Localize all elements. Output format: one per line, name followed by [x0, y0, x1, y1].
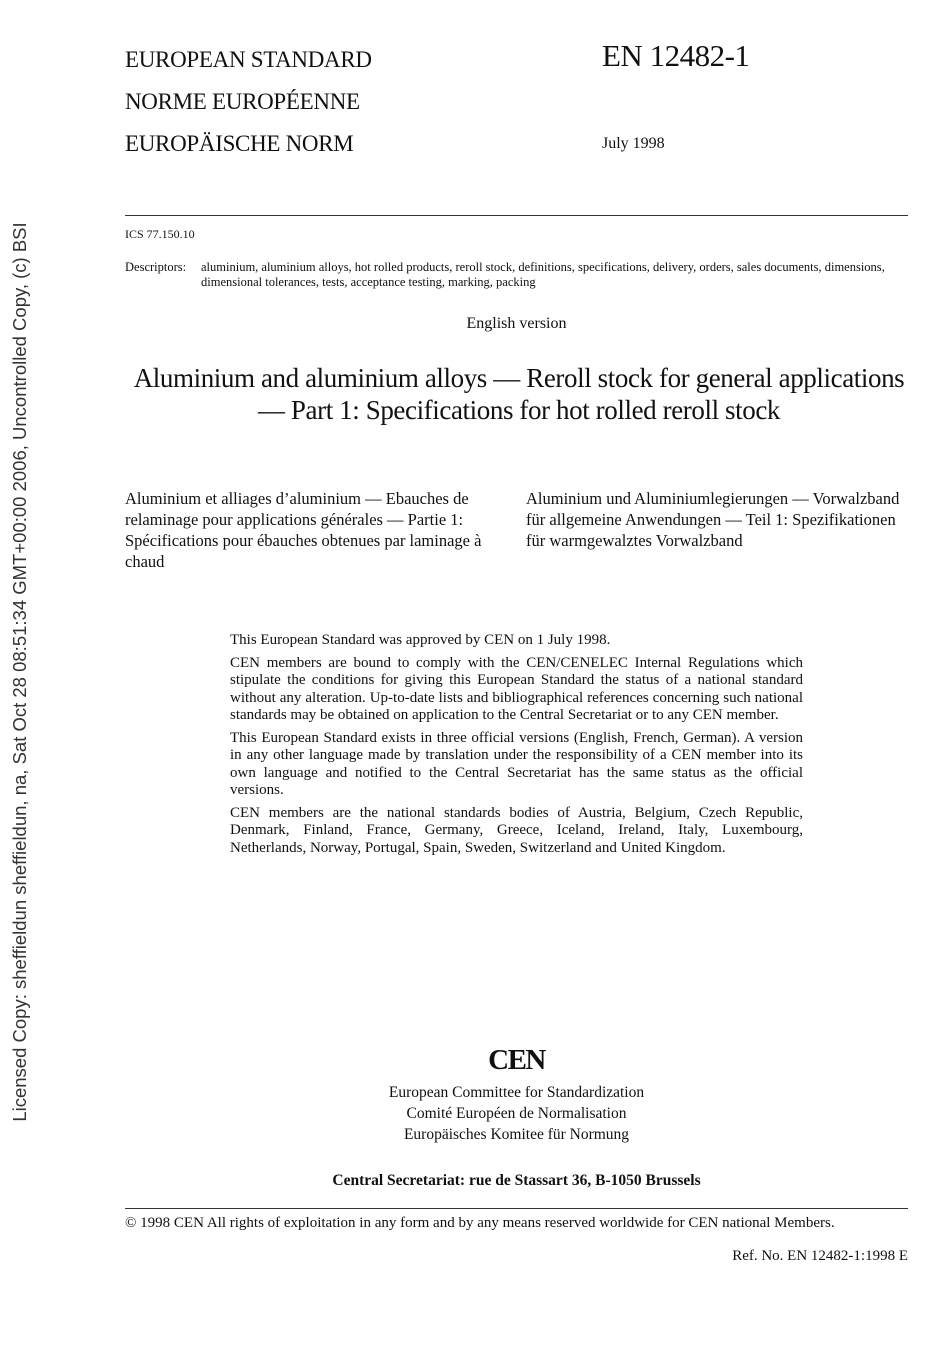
bottom-divider: [125, 1208, 908, 1209]
title-german: Aluminium und Aluminiumlegierungen — Vorwalzband für allgemeine Anwendungen — Teil 1: Spezifikationen für warmgewalztes Vorwalzband: [526, 489, 900, 550]
approval-notice: [230, 632, 803, 862]
versions-paragraph: This European Standard exists in three official versions (English, French, German). A version in any other language made by translation under the responsibility of a CEN member into its own language and notified to the Central Secretariat has the same status as the official versions.: [230, 729, 803, 798]
descriptors-label: Descriptors:: [125, 260, 187, 274]
title-french: Aluminium et alliages d’aluminium — Ebauches de relaminage pour applications générales — Partie 1: Spécifications pour ébauches obtenues par laminage à chaud: [125, 489, 482, 571]
top-divider: [125, 215, 908, 216]
standard-label-english: EUROPEAN STANDARD: [125, 47, 372, 72]
license-watermark: Licensed Copy: sheffieldun sheffieldun, na, Sat Oct 28 08:51:34 GMT+00:00 2006, Uncontrolled Copy, (c) BSI: [8, 222, 30, 1122]
descriptors-text: aluminium, aluminium alloys, hot rolled products, reroll stock, definitions, specifications, delivery, orders, sales documents, dimensions, dimensional tolerances, tests, acceptance testing, marking, packing: [201, 260, 885, 289]
committee-name-english: European Committee for Standardization: [388, 1084, 645, 1101]
cen-logo: CEN: [488, 1044, 545, 1076]
approval-paragraph: This European Standard was approved by CEN on 1 July 1998.: [230, 632, 611, 648]
reference-number: Ref. No. EN 12482-1:1998 E: [732, 1248, 908, 1264]
language-version: English version: [466, 315, 567, 332]
compliance-paragraph: CEN members are bound to comply with the CEN/CENELEC Internal Regulations which stipulate the conditions for giving this European Standard the status of a national standard without any alteration. Up-to-date lists and bibliographical references concerning such national standards may be obtained on application to the Central Secretariat or to any CEN member.: [230, 654, 803, 723]
copyright-notice: © 1998 CEN All rights of exploitation in any form and by any means reserved worldwide for CEN national Members.: [125, 1215, 835, 1231]
ics-code: ICS 77.150.10: [125, 227, 195, 241]
committee-name-german: Europäisches Komitee für Normung: [403, 1126, 630, 1143]
standard-label-german: EUROPÄISCHE NORM: [125, 131, 354, 156]
committee-name-french: Comité Européen de Normalisation: [406, 1105, 627, 1122]
standard-number: EN 12482-1: [602, 38, 750, 73]
descriptors: [125, 260, 908, 290]
standard-label-french: NORME EUROPÉENNE: [125, 89, 360, 114]
members-paragraph: CEN members are the national standards bodies of Austria, Belgium, Czech Republic, Denmark, Finland, France, Germany, Greece, Iceland, Ireland, Italy, Luxembourg, Netherlands, Norway, Portugal, Spain, Sweden, Switzerland and United Kingdom.: [230, 804, 803, 856]
secretariat-address: Central Secretariat: rue de Stassart 36, B-1050 Brussels: [332, 1172, 701, 1189]
standard-date: July 1998: [602, 135, 665, 152]
document-title: Aluminium and aluminium alloys — Reroll stock for general applications — Part 1: Specifications for hot rolled reroll stock: [133, 363, 905, 425]
